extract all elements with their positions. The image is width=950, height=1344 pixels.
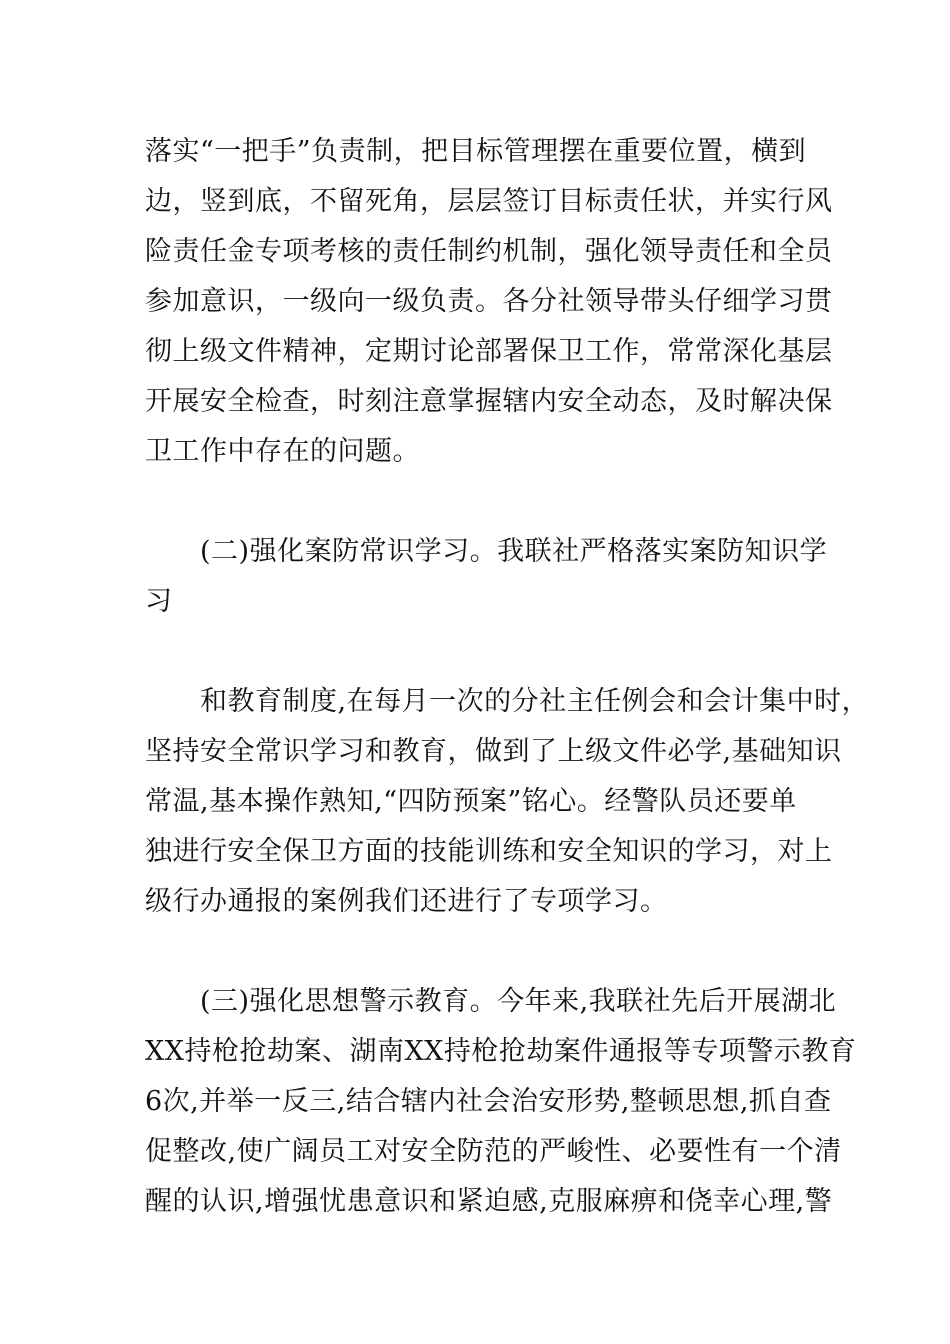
paragraph-2-line-2: 习 [145, 586, 173, 617]
paragraph-3-line-1: 和教育制度,在每月一次的分社主任例会和会计集中时， [200, 686, 870, 717]
paragraph-1-line-6: 开展安全检查，时刻注意掌握辖内安全动态，及时解决保 [145, 386, 833, 417]
paragraph-1-line-4: 参加意识，一级向一级负责。各分社领导带头仔细学习贯 [145, 286, 833, 317]
paragraph-3-line-3: 常温,基本操作熟知,“四防预案”铭心。经警队员还要单 [145, 786, 797, 817]
paragraph-1-line-3: 险责任金专项考核的责任制约机制，强化领导责任和全员 [145, 236, 833, 267]
paragraph-3-line-4: 独进行安全保卫方面的技能训练和安全知识的学习，对上 [145, 836, 833, 867]
paragraph-4-line-2: XX持枪抢劫案、湖南XX持枪抢劫案件通报等专项警示教育 [145, 1036, 857, 1067]
paragraph-3-line-5: 级行办通报的案例我们还进行了专项学习。 [145, 886, 668, 917]
paragraph-1-line-5: 彻上级文件精神，定期讨论部署保卫工作，常常深化基层 [145, 336, 833, 367]
paragraph-1-line-1: 落实“一把手”负责制，把目标管理摆在重要位置，横到 [145, 136, 807, 167]
paragraph-3-line-2: 坚持安全常识学习和教育，做到了上级文件必学,基础知识 [145, 736, 842, 767]
paragraph-1-line-2: 边，竖到底，不留死角，层层签订目标责任状，并实行风 [145, 186, 833, 217]
paragraph-1-line-7: 卫工作中存在的问题。 [145, 436, 420, 467]
paragraph-2-line-1: (二)强化案防常识学习。我联社严格落实案防知识学 [200, 536, 828, 567]
paragraph-4-line-1: (三)强化思想警示教育。今年来,我联社先后开展湖北 [200, 986, 837, 1017]
paragraph-4-line-3: 6次,并举一反三,结合辖内社会治安形势,整顿思想,抓自查 [145, 1086, 832, 1117]
paragraph-4-line-4: 促整改,使广阔员工对安全防范的严峻性、必要性有一个清 [145, 1136, 842, 1167]
paragraph-4-line-5: 醒的认识,增强忧患意识和紧迫感,克服麻痹和侥幸心理,警 [145, 1186, 833, 1217]
